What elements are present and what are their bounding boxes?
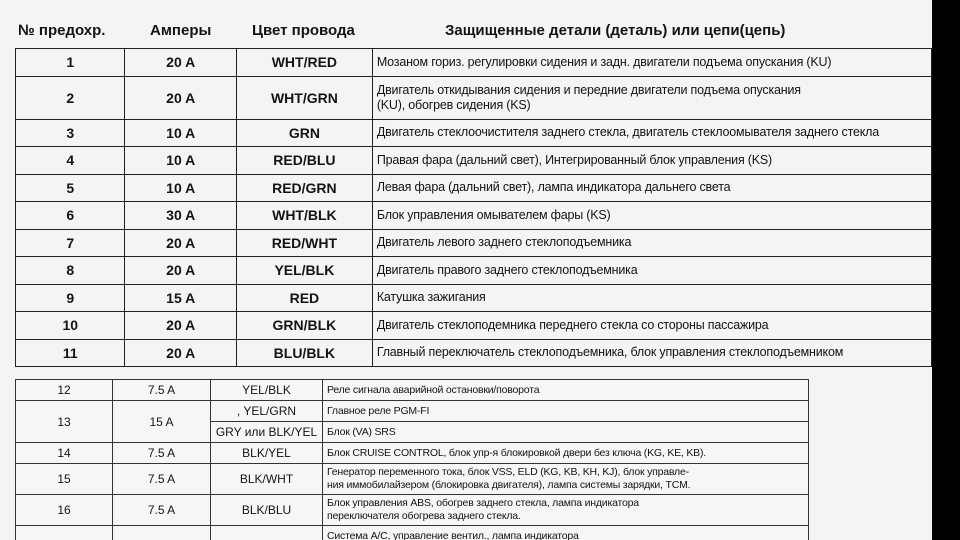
- fuse-number-cell: 9: [16, 284, 125, 312]
- amperage-cell: 20 A: [125, 339, 236, 367]
- description-line: Блок управления ABS, обогрев заднего стекла, лампа индикатора: [327, 497, 639, 509]
- description-line: Левая фара (дальний свет), лампа индикатора дальнего света: [376, 180, 731, 195]
- fuse-row: [16, 526, 809, 540]
- description-line: Правая фара (дальний свет), Интегрированный блок управления (KS): [376, 152, 772, 167]
- description-line: Двигатель стеклоочистителя заднего стекла, двигатель стеклоомывателя заднего стекла: [376, 125, 879, 140]
- fuse-number-cell: 5: [16, 174, 125, 202]
- fuse-row: [16, 174, 932, 202]
- protected-circuits-cell: [372, 49, 931, 77]
- table-header: [0, 8, 932, 48]
- fuse-row: [16, 464, 809, 495]
- amperage-cell: 7.5 A: [113, 443, 211, 464]
- amperage-cell: 10 A: [125, 174, 236, 202]
- wire-color-cell: [211, 526, 323, 540]
- fuse-row: [16, 229, 932, 257]
- fuse-row: [16, 76, 932, 119]
- fuse-row: [16, 284, 932, 312]
- fuse-row: [16, 443, 809, 464]
- wire-color-cell: GRN/BLK: [236, 312, 372, 340]
- fuse-number-cell: 6: [16, 202, 125, 230]
- wire-color-cell: RED/WHT: [236, 229, 372, 257]
- description-line: Блок управления омывателем фары (KS): [376, 207, 611, 222]
- protected-circuits-cell: [323, 495, 809, 526]
- amperage-cell: 20 A: [125, 312, 236, 340]
- amperage-cell: 7.5 A: [113, 495, 211, 526]
- fuse-number-cell: 10: [16, 312, 125, 340]
- wire-color-cell: GRN: [236, 119, 372, 147]
- wire-color-cell: RED: [236, 284, 372, 312]
- wire-color-cell: BLK/BLU: [211, 495, 323, 526]
- wire-color-cell: BLK/YEL: [211, 443, 323, 464]
- description-line: Двигатель стеклоподемника переднего стекла со стороны пассажира: [376, 317, 769, 332]
- description-line: Двигатель левого заднего стеклоподъемника: [376, 235, 632, 250]
- protected-circuits-cell: [323, 464, 809, 495]
- protected-circuits-cell: [372, 257, 931, 285]
- amperage-cell: 20 A: [125, 76, 236, 119]
- description-line: переключателя обогрева заднего стекла.: [327, 510, 521, 522]
- fuse-number-cell: 12: [16, 380, 113, 401]
- fuse-row: [16, 202, 932, 230]
- fuse-row: [16, 380, 809, 401]
- protected-circuits-cell: [372, 119, 931, 147]
- wire-color-cell: RED/BLU: [236, 147, 372, 175]
- fuse-number-cell: [16, 526, 113, 540]
- fuse-number-cell: 1: [16, 49, 125, 77]
- wire-color-cell: YEL/BLK: [236, 257, 372, 285]
- fuse-number-cell: 2: [16, 76, 125, 119]
- description-line: Катушка зажигания: [376, 290, 486, 305]
- protected-circuits-cell: [372, 147, 931, 175]
- protected-circuits-cell: [323, 380, 809, 401]
- fuse-number-cell: 16: [16, 495, 113, 526]
- header-fuse-number: № предохр.: [18, 22, 106, 39]
- protected-circuits-cell: [372, 202, 931, 230]
- wire-color-cell: WHT/GRN: [236, 76, 372, 119]
- description-line: Генератор переменного тока, блок VSS, ELD (KG, KB, KH, KJ), блок управле-: [327, 466, 689, 478]
- protected-circuits-cell: [372, 76, 931, 119]
- fuse-number-cell: 7: [16, 229, 125, 257]
- description-line: Мозаном гориз. регулировки сидения и задн. двигатели подъема опускания (KU): [376, 54, 832, 69]
- fuse-number-cell: 15: [16, 464, 113, 495]
- description-line: Двигатель правого заднего стеклоподъемника: [376, 262, 638, 277]
- description-line: Система A/C, управление вентил., лампа индикатора: [327, 529, 579, 540]
- amperage-cell: 15 A: [125, 284, 236, 312]
- protected-circuits-cell: [372, 339, 931, 367]
- fuse-row: [16, 495, 809, 526]
- protected-circuits-cell: [323, 422, 809, 443]
- fuse-row: [16, 119, 932, 147]
- protected-circuits-cell: [372, 229, 931, 257]
- fuse-number-cell: 3: [16, 119, 125, 147]
- fuse-number-cell: 13: [16, 401, 113, 443]
- header-amperes: Амперы: [150, 22, 212, 39]
- fuse-number-cell: 4: [16, 147, 125, 175]
- protected-circuits-cell: [323, 401, 809, 422]
- description-line: Главное реле PGM-FI: [327, 404, 430, 417]
- fuse-number-cell: 11: [16, 339, 125, 367]
- fuse-row: [16, 49, 932, 77]
- header-wire-color: Цвет провода: [252, 22, 355, 39]
- fuse-row: [16, 147, 932, 175]
- fuse-number-cell: 14: [16, 443, 113, 464]
- fuse-number-cell: 8: [16, 257, 125, 285]
- protected-circuits-cell: [372, 174, 931, 202]
- description-line: Главный переключатель стеклоподъемника, блок управления стеклоподъемником: [376, 345, 844, 360]
- amperage-cell: 30 A: [125, 202, 236, 230]
- description-line: Двигатель откидывания сидения и передние двигатели подъема опускания: [376, 82, 801, 97]
- description-line: Блок CRUISE CONTROL, блок упр-я блокировкой двери без ключа (KG, KE, KB).: [327, 446, 706, 459]
- fuse-row: [16, 401, 809, 422]
- protected-circuits-cell: [323, 443, 809, 464]
- protected-circuits-cell: [372, 312, 931, 340]
- amperage-cell: 20 A: [125, 229, 236, 257]
- wire-color-cell: , YEL/GRN: [211, 401, 323, 422]
- description-line: Блок (VA) SRS: [327, 425, 396, 438]
- protected-circuits-cell: [372, 284, 931, 312]
- wire-color-cell: WHT/RED: [236, 49, 372, 77]
- wire-color-cell: YEL/BLK: [211, 380, 323, 401]
- wire-color-cell: BLU/BLK: [236, 339, 372, 367]
- wire-color-cell: RED/GRN: [236, 174, 372, 202]
- description-line: (KU), обогрев сидения (KS): [376, 97, 531, 112]
- amperage-cell: 7.5 A: [113, 380, 211, 401]
- description-line: ния иммобилайзером (блокировка двигателя), лампа системы зарядки, TCM.: [327, 479, 691, 491]
- amperage-cell: 10 A: [125, 119, 236, 147]
- amperage-cell: [113, 526, 211, 540]
- fuse-row: [16, 257, 932, 285]
- fuse-table-lower: [15, 379, 809, 540]
- fuse-row: [16, 312, 932, 340]
- wire-color-cell: BLK/WHT: [211, 464, 323, 495]
- amperage-cell: 15 A: [113, 401, 211, 443]
- header-protected-circuits: Защищенные детали (деталь) или цепи(цепь): [445, 22, 786, 39]
- fuse-row: [16, 339, 932, 367]
- protected-circuits-cell: [323, 526, 809, 540]
- amperage-cell: 20 A: [125, 49, 236, 77]
- amperage-cell: 20 A: [125, 257, 236, 285]
- amperage-cell: 10 A: [125, 147, 236, 175]
- wire-color-cell: GRY или BLK/YEL: [211, 422, 323, 443]
- wire-color-cell: WHT/BLK: [236, 202, 372, 230]
- fuse-table-upper: [15, 48, 932, 367]
- amperage-cell: 7.5 A: [113, 464, 211, 495]
- description-line: Реле сигнала аварийной остановки/поворота: [327, 383, 540, 396]
